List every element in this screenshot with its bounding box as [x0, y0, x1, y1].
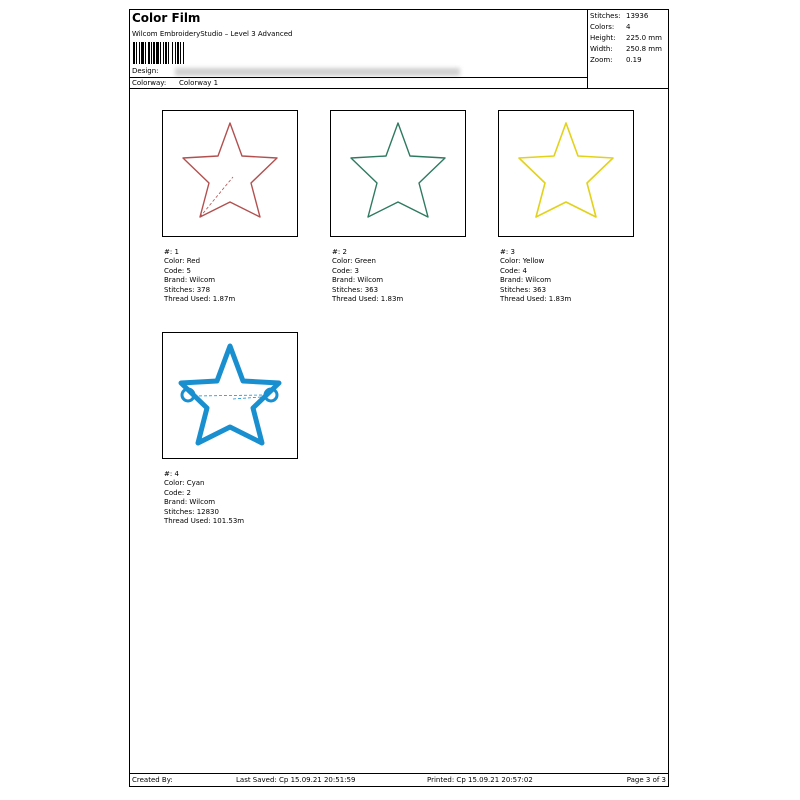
color-thread-used: Thread Used: 1.83m: [500, 295, 572, 304]
color-thread-used: Thread Used: 1.87m: [164, 295, 236, 304]
stat-width: [588, 44, 668, 55]
printed-date: Printed: Cp 15.09.21 20:57:02: [427, 776, 533, 784]
color-brand: Brand: Wilcom: [500, 276, 552, 285]
header-info: [130, 10, 588, 88]
color-stitches: Stitches: 378: [164, 285, 211, 294]
color-stitches: Stitches: 12830: [164, 507, 219, 516]
stat-value: 4: [626, 23, 631, 31]
color-code: Code: 5: [164, 266, 191, 275]
color-name: Color: Red: [164, 257, 201, 266]
stat-height: [588, 33, 668, 44]
stat-value: 0.19: [626, 56, 642, 64]
color-stitches: Stitches: 363: [332, 285, 379, 294]
color-preview-1: [162, 110, 298, 237]
design-path-blurred: [175, 68, 460, 76]
color-brand: Brand: Wilcom: [164, 276, 216, 285]
color-film-page: [129, 9, 669, 787]
color-name: Color: Green: [332, 257, 376, 266]
star-outline-green: [331, 111, 465, 236]
color-number: #: 3: [500, 248, 515, 256]
stat-stitches: [588, 11, 668, 22]
barcode-bar: [184, 42, 185, 64]
color-brand: Brand: Wilcom: [332, 276, 384, 285]
color-number: #: 4: [164, 470, 179, 478]
color-thread-used: Thread Used: 1.83m: [332, 295, 404, 304]
barcode-image: [133, 42, 187, 64]
color-number: #: 1: [164, 248, 179, 256]
color-code: Code: 3: [332, 266, 359, 275]
colorway-value: Colorway 1: [179, 79, 219, 87]
stat-label: Height:: [590, 34, 616, 42]
color-code: Code: 2: [164, 488, 191, 497]
stat-value: 250.8 mm: [626, 45, 662, 53]
star-outline-yellow: [499, 111, 633, 236]
software-name: Wilcom EmbroideryStudio – Level 3 Advanced: [132, 30, 293, 38]
color-info-4: [164, 470, 244, 526]
color-info-1: [164, 248, 235, 304]
stat-label: Stitches:: [590, 12, 621, 20]
colorway-row: [130, 77, 587, 89]
color-preview-4: [162, 332, 298, 459]
stat-label: Colors:: [590, 23, 615, 31]
stat-colors: [588, 22, 668, 33]
last-saved: Last Saved: Cp 15.09.21 20:51:59: [236, 776, 356, 784]
color-preview-2: [330, 110, 466, 237]
page-title: Color Film: [132, 11, 201, 25]
color-name: Color: Yellow: [500, 257, 545, 266]
design-label: Design:: [132, 67, 159, 75]
color-stitches: Stitches: 363: [500, 285, 547, 294]
colorway-label: Colorway:: [132, 79, 167, 87]
color-code: Code: 4: [500, 266, 527, 275]
color-info-2: [332, 248, 403, 304]
design-stats: [588, 11, 668, 66]
created-by: Created By:: [132, 776, 173, 784]
color-name: Color: Cyan: [164, 479, 205, 488]
page-number: Page 3 of 3: [626, 776, 666, 784]
stat-label: Width:: [590, 45, 613, 53]
color-info-3: [500, 248, 571, 304]
stat-zoom: [588, 55, 668, 66]
report-header: [130, 10, 668, 89]
star-thick-cyan: [163, 333, 297, 458]
report-footer: [130, 773, 668, 786]
star-outline-red: [163, 111, 297, 236]
stat-value: 13936: [626, 12, 649, 20]
color-number: #: 2: [332, 248, 347, 256]
stat-label: Zoom:: [590, 56, 613, 64]
color-brand: Brand: Wilcom: [164, 498, 216, 507]
color-thread-used: Thread Used: 101.53m: [164, 517, 245, 526]
stat-value: 225.0 mm: [626, 34, 662, 42]
color-preview-3: [498, 110, 634, 237]
